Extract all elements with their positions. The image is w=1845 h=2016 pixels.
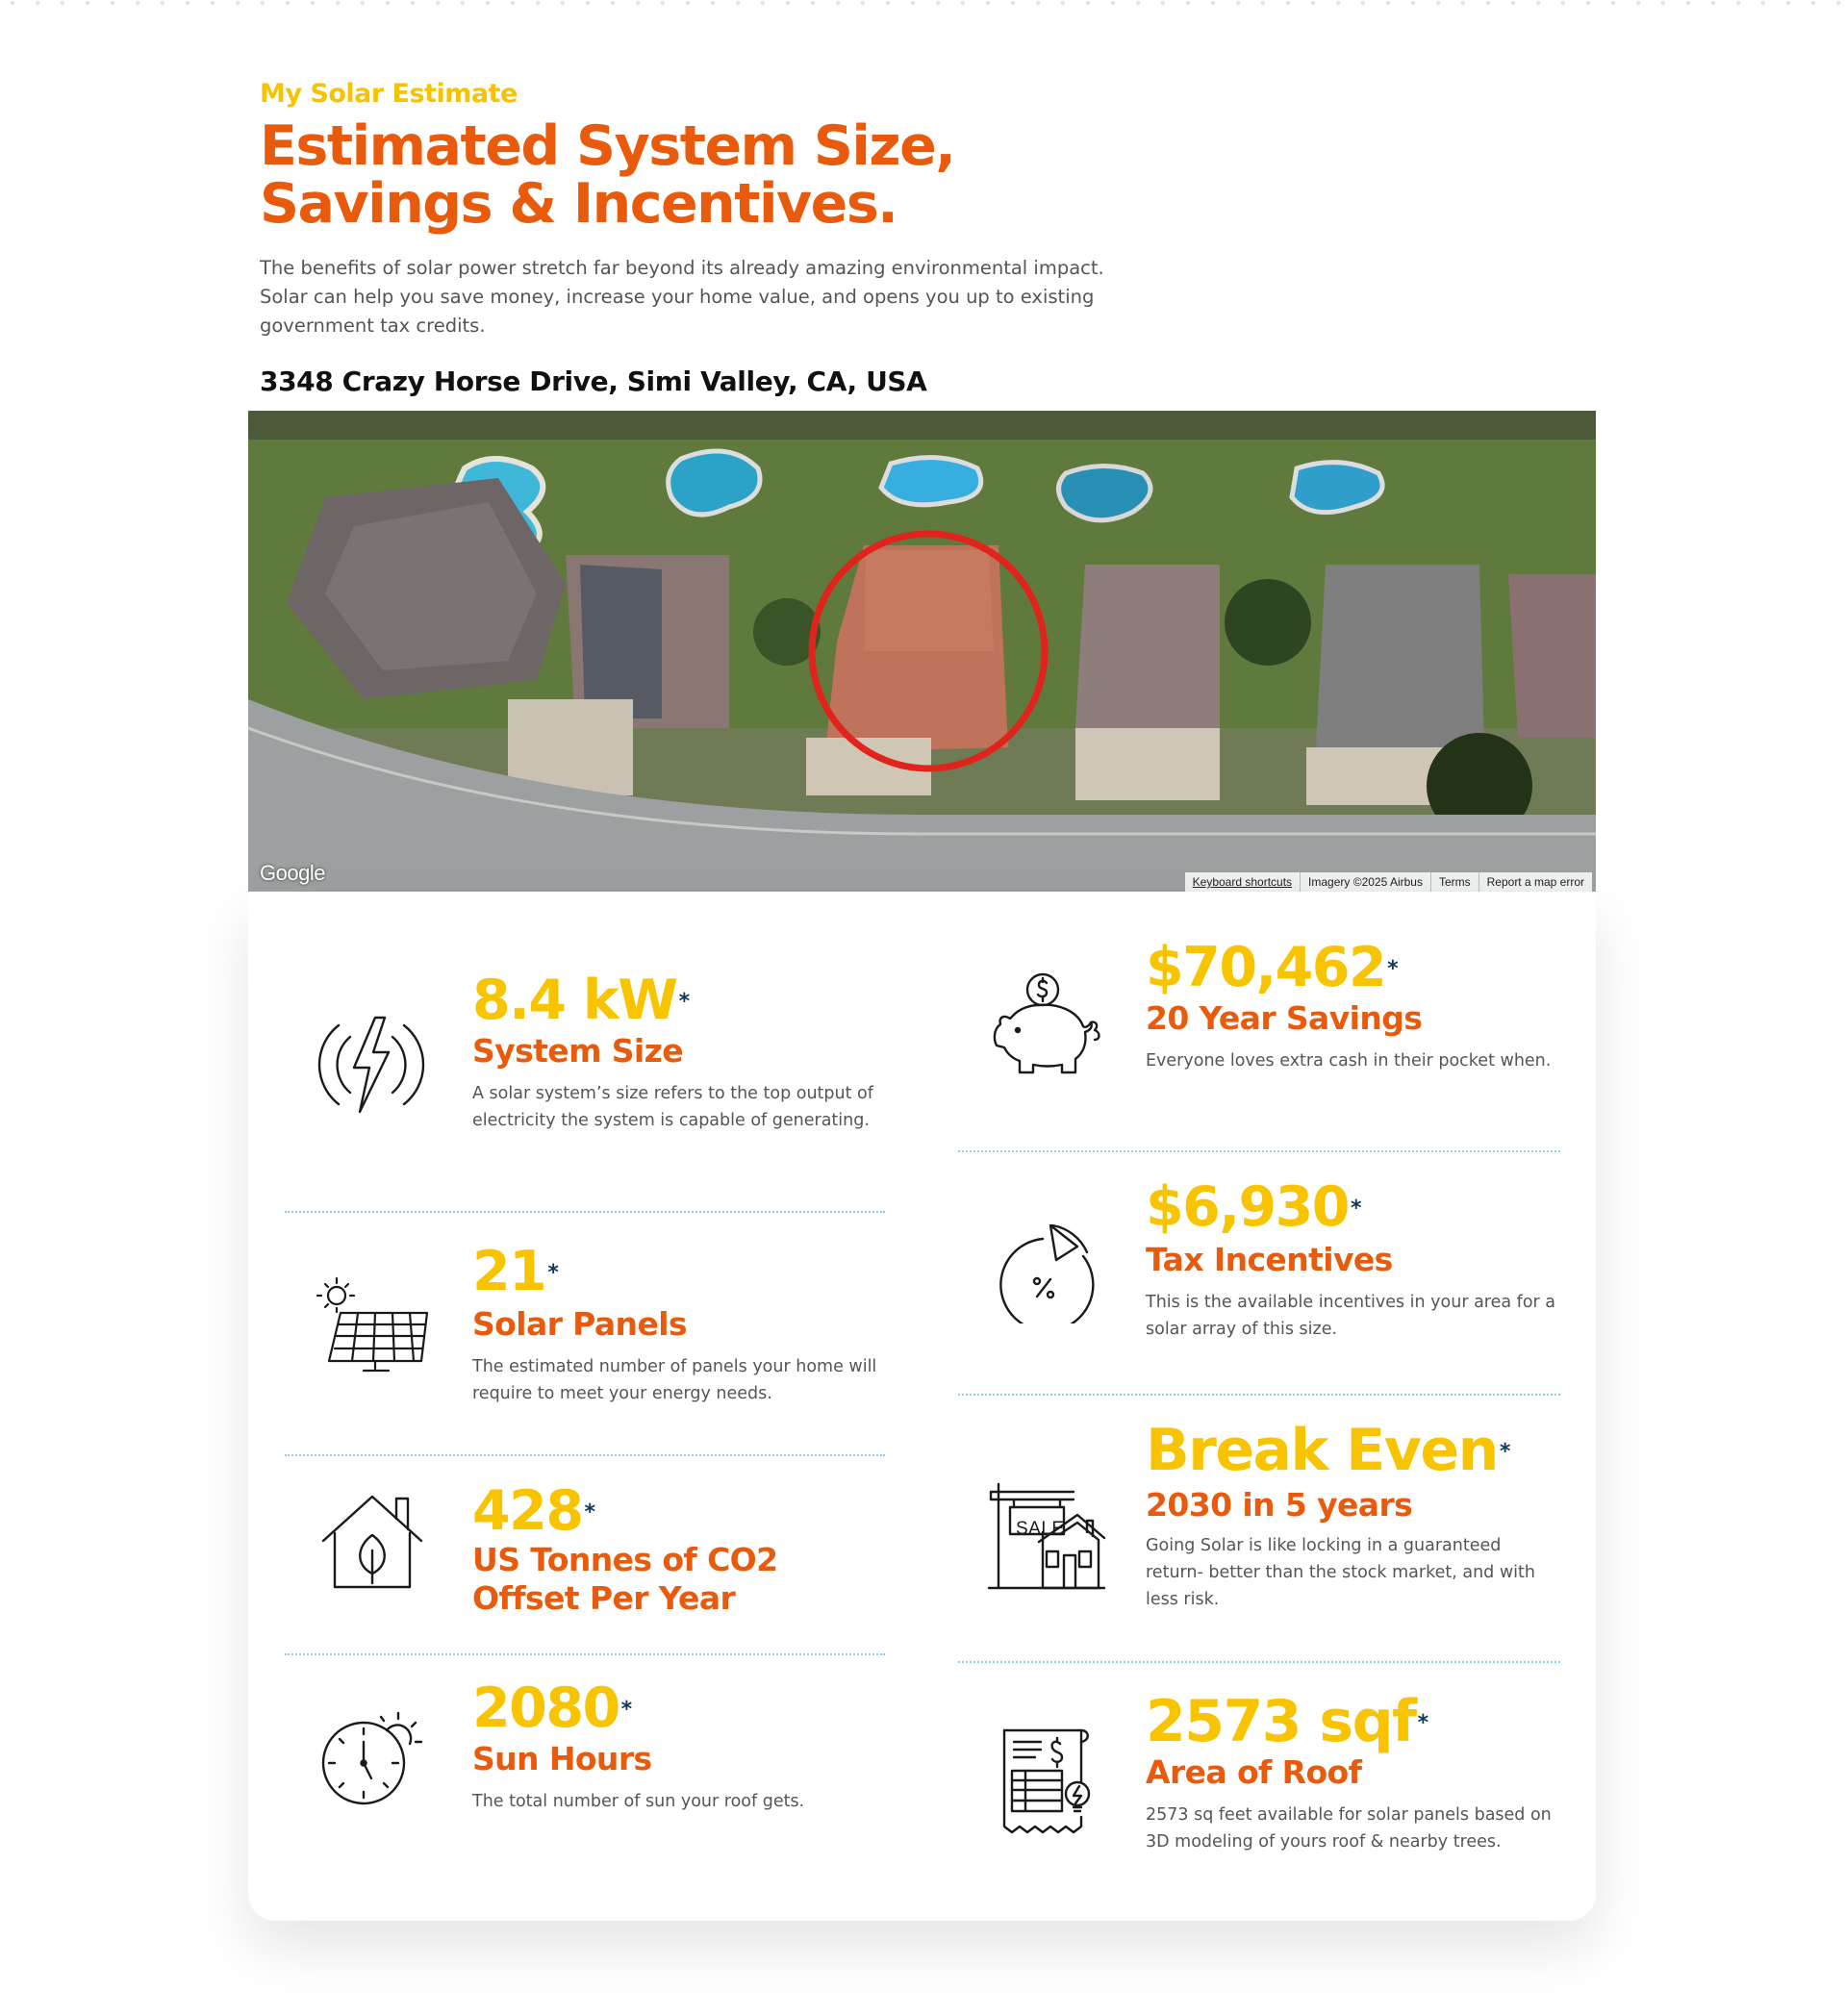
stat-label: Tax Incentives — [1146, 1241, 1393, 1278]
keyboard-shortcuts-link[interactable]: Keyboard shortcuts — [1192, 875, 1293, 889]
imagery-credit: Imagery ©2025 Airbus — [1300, 872, 1430, 892]
stat-description: 2573 sq feet available for solar panels based on 3D modeling of yours roof & nearby trees. — [1146, 1805, 1552, 1852]
for-sale-sign-icon — [985, 1482, 1110, 1590]
stat-description: A solar system’s size refers to the top output of electricity the system is capable of generating. — [472, 1084, 873, 1130]
stat-break-even — [922, 1396, 1596, 1665]
stat-label: US Tonnes of CO2 — [472, 1541, 778, 1578]
address-heading: 3348 Crazy Horse Drive, Simi Valley, CA, USA — [260, 365, 927, 397]
stat-label: Area of Roof — [1146, 1753, 1362, 1791]
stat-description: Everyone loves extra cash in their pocket when. — [1146, 1051, 1552, 1071]
eyebrow-title: My Solar Estimate — [260, 79, 518, 109]
stat-solar-panels — [248, 1213, 922, 1453]
stat-sun-hours — [248, 1655, 922, 1896]
google-logo: Google — [260, 861, 325, 885]
satellite-imagery — [248, 411, 1596, 892]
stat-label-line-2: Offset Per Year — [472, 1579, 736, 1617]
stat-system-size — [248, 892, 922, 1209]
stat-value: 21* — [472, 1240, 558, 1303]
stat-area-of-roof — [922, 1663, 1596, 1913]
stat-description: The estimated number of panels your home will require to meet your energy needs. — [472, 1357, 877, 1403]
stat-label: Solar Panels — [472, 1305, 687, 1343]
page-title-line-2: Savings & Incentives. — [260, 172, 897, 236]
stat-value: $6,930* — [1146, 1175, 1360, 1239]
stat-value: Break Even* — [1146, 1417, 1509, 1484]
terms-link[interactable]: Terms — [1430, 872, 1479, 892]
map-attribution-bar — [1185, 872, 1592, 892]
report-map-error-link[interactable]: Report a map error — [1479, 872, 1592, 892]
stat-label: 20 Year Savings — [1146, 999, 1423, 1037]
clock-sun-icon — [319, 1709, 425, 1809]
stat-label: Sun Hours — [472, 1740, 652, 1777]
sale-sign-text: SALE — [1016, 1519, 1065, 1539]
stat-value: 2080* — [472, 1676, 631, 1740]
house-leaf-icon — [319, 1493, 425, 1591]
satellite-map[interactable] — [248, 411, 1596, 892]
stat-description: This is the available incentives in your area for a solar array of this size. — [1146, 1293, 1556, 1339]
stat-value: 2573 sqf* — [1146, 1688, 1428, 1755]
top-decoration — [0, 0, 1845, 6]
page-title — [260, 114, 1125, 236]
stat-label: 2030 in 5 years — [1146, 1486, 1413, 1524]
stat-value: $70,462* — [1146, 936, 1398, 999]
stats-card — [248, 892, 1596, 1921]
stat-value: 8.4 kW* — [472, 969, 689, 1032]
piggy-bank-icon — [991, 972, 1104, 1084]
stat-co2-offset — [248, 1456, 922, 1649]
stat-label: System Size — [472, 1032, 684, 1070]
percent-pie-icon — [995, 1220, 1095, 1323]
stat-tax-incentives — [922, 1152, 1596, 1393]
intro-paragraph: The benefits of solar power stretch far beyond its already amazing environmental impact. Solar can help you save money, increase your home value, and opens you up to existing government tax credits. — [260, 257, 1104, 337]
lightning-bolt-icon — [317, 1014, 425, 1116]
page-title-line-1: Estimated System Size, — [260, 114, 955, 178]
stat-value: 428* — [472, 1479, 594, 1543]
roof-document-icon — [997, 1726, 1093, 1834]
solar-panel-icon — [314, 1276, 431, 1373]
stat-20-year-savings — [922, 892, 1596, 1151]
stat-description: The total number of sun your roof gets. — [472, 1792, 805, 1811]
stat-description: Going Solar is like locking in a guaranteed return- better than the stock market, and with less risk. — [1146, 1536, 1535, 1609]
